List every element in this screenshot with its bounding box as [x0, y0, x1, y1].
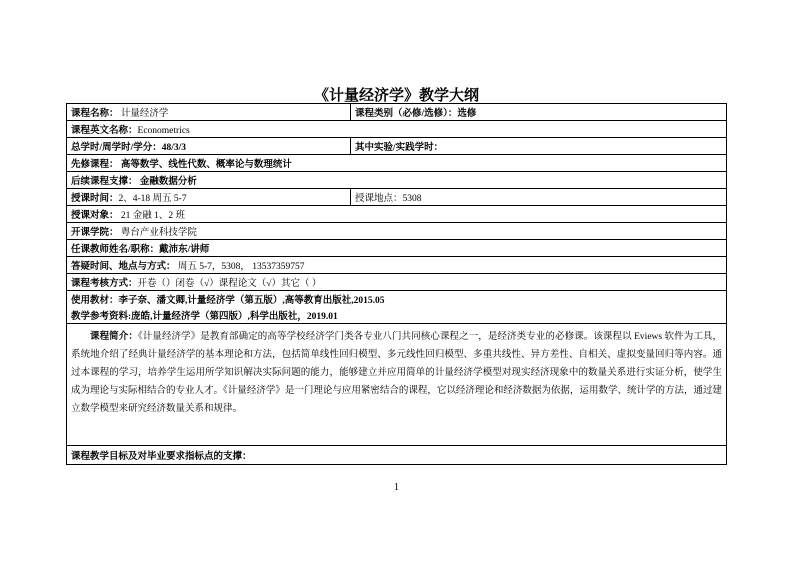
label: 授课对象： [71, 211, 119, 221]
row-english-name [67, 121, 727, 138]
row-assessment [67, 274, 727, 291]
value: 庞皓,计量经济学（第四版）,科学出版社，2019.01 [131, 312, 338, 322]
value: 周五 5-7，5308， 13537359757 [177, 262, 305, 272]
label: 开课学院： [71, 228, 119, 238]
row-prereq [67, 155, 727, 172]
label: 后续课程支撑： [71, 177, 138, 187]
value: 开卷（）闭卷（√）课程论文（√）其它（ ） [137, 279, 322, 289]
label: 答疑时间、地点与方式： [71, 262, 176, 272]
label: 授课地点： [355, 194, 403, 204]
label: 总学时/周学时/学分： [71, 143, 162, 153]
label: 课程考核方式： [71, 279, 138, 289]
row-target [67, 206, 727, 223]
value: 21 金融 1、2 班 [120, 211, 186, 221]
label: 任课教师姓名/职称： [71, 245, 160, 255]
value: 戴沛东/讲师 [159, 245, 210, 255]
row-goals [67, 446, 727, 465]
value: 李子奈、潘文卿,计量经济学（第五版）,高等教育出版社,2015.05 [118, 296, 385, 306]
row-time [67, 189, 727, 206]
row-textbook [67, 291, 727, 308]
row-course-name [67, 104, 727, 121]
row-hours [67, 138, 727, 155]
page-number: 1 [394, 482, 399, 493]
label: 课程名称： [71, 109, 119, 119]
value: 2、4-18 周五 5-7 [118, 194, 187, 204]
label: 教学参考资料: [71, 312, 132, 322]
row-qa [67, 257, 727, 274]
label: 使用教材： [71, 296, 119, 306]
value: 高等数学、线性代数、概率论与数理统计 [120, 160, 292, 170]
label: 先修课程： [71, 160, 119, 170]
value: 粤台产业科技学院 [120, 228, 197, 238]
value: Econometrics [137, 126, 190, 136]
label: 课程类别（必修/选修）： [355, 109, 458, 119]
label: 课程简介： [90, 332, 138, 342]
label: 其中实验/实践学时： [355, 143, 444, 153]
row-intro [67, 324, 727, 446]
intro-text: 《计量经济学》是教育部确定的高等学校经济学门类各专业八门共同核心课程之一，是经济类专业的必修课。该课程以 Eviews 软件为工具，系统地介绍了经典计量经济学的基本理论和方法，包括简单线性回归模型、多元线性回归模型、多重共线性、异方差性、自相关、虚拟变量回归等内容。通过本课程的学习，培养学生运用所学知识解决实际问题的能力，能够建立并应用简单的计量经济学模型对现实经济现象中的数量关系进行实证分析，使学生成为理论与实际相结合的专业人才。《计量经济学》是一门理论与应用紧密结合的课程，它以经济理论和经济数据为依据，运用数学、统计学的方法，通过建立数学模型来研究经济数量关系和规律。 [71, 332, 722, 414]
label: 课程教学目标及对毕业要求指标点的支撑： [71, 452, 252, 462]
value: 计量经济学 [120, 109, 169, 119]
value: 选修 [457, 109, 477, 119]
row-college [67, 223, 727, 240]
row-follow [67, 172, 727, 189]
syllabus-table [66, 103, 727, 465]
value: 金融数据分析 [139, 177, 197, 187]
value: 48/3/3 [161, 143, 187, 153]
row-reference [67, 307, 727, 324]
document-title: 《计量经济学》教学大纲 [313, 88, 479, 104]
label: 课程英文名称： [71, 126, 138, 136]
row-teacher [67, 240, 727, 257]
value: 5308 [402, 194, 422, 204]
label: 授课时间： [71, 194, 119, 204]
